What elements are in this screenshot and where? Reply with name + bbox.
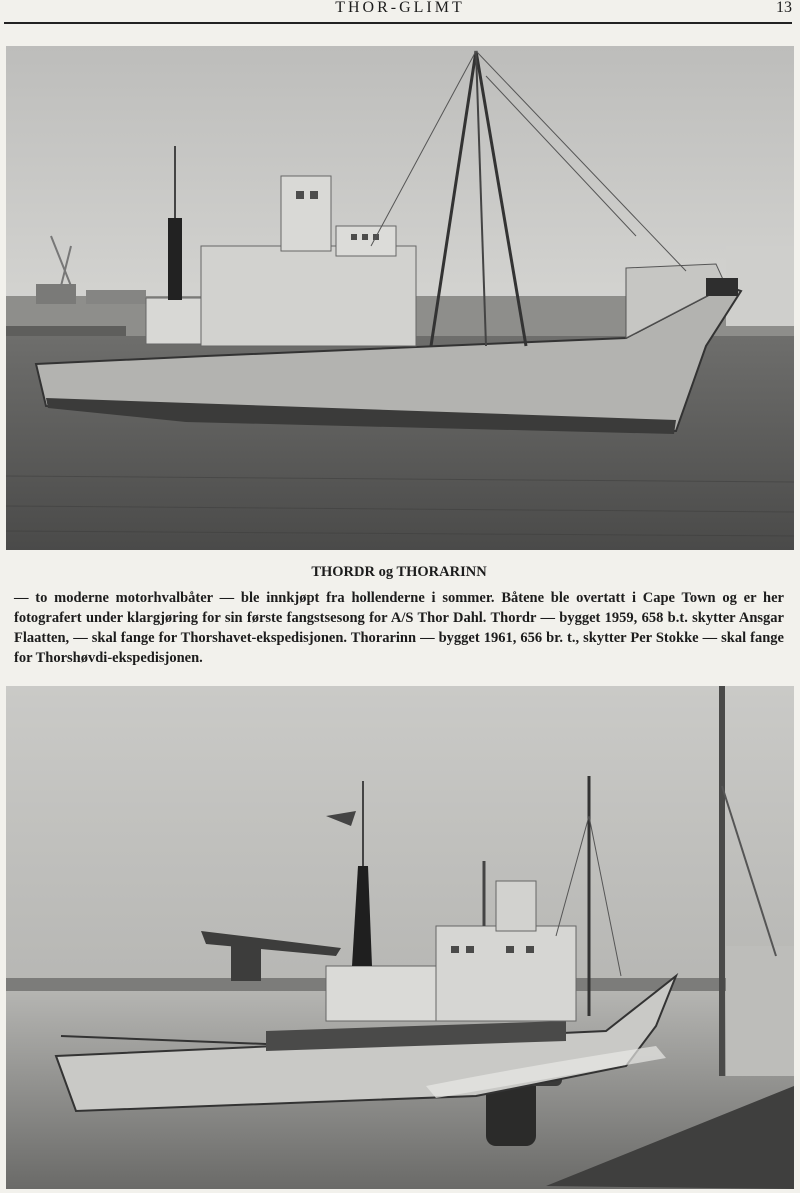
publication-title: THOR-GLIMT (335, 0, 465, 16)
photo-whale-catcher-thordr (6, 46, 794, 550)
photo-whale-catcher-thorarinn (6, 686, 794, 1189)
caption-title: THORDR og THORARINN (311, 564, 487, 580)
photo-caption (14, 562, 784, 668)
page-header (0, 0, 800, 24)
page-number: 13 (776, 0, 792, 16)
header-rule (4, 22, 792, 24)
caption-body: — to moderne motorhvalbåter — ble innkjøpt fra hollenderne i sommer. Båtene ble overtatt i Cape Town og er her fotografert under klargjøring for sin første fangstsesong for A/S Thor Dahl. Thordr — bygget 1959, 658 b.t. skytter Ansgar Flaatten, — skal fange for Thorshavet-ekspedisjonen. Thorarinn — bygget 1961, 656 br. t., skytter Per Stokke — skal fange for Thorshøvdi-ekspedisjonen. (14, 590, 784, 666)
